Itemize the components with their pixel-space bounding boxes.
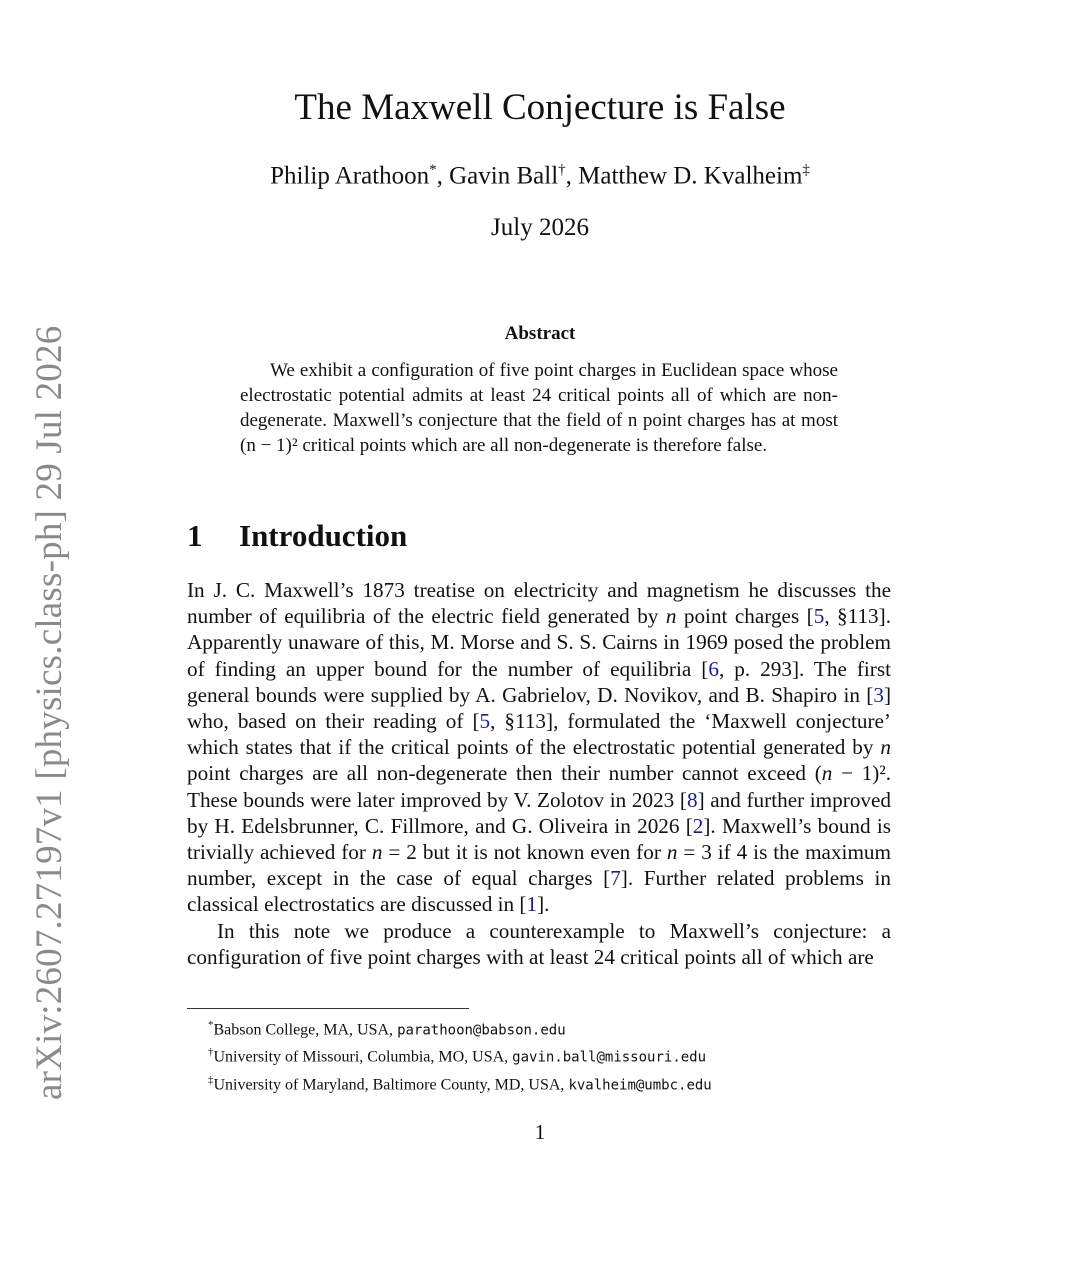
text-run: ]. Maxwell’s bound is trivially achieved for bbox=[187, 813, 891, 865]
abstract-heading: Abstract bbox=[504, 323, 576, 344]
citation-link[interactable]: 8 bbox=[686, 787, 698, 812]
math-var: n bbox=[880, 735, 891, 760]
citation-link[interactable]: 5 bbox=[479, 709, 491, 734]
text-run: ]. bbox=[537, 892, 550, 917]
math-var: n bbox=[371, 840, 383, 865]
page-number: 1 bbox=[534, 1120, 546, 1144]
citation-link[interactable]: 1 bbox=[526, 892, 538, 917]
math-var: n bbox=[665, 604, 677, 629]
footnote-mark: † bbox=[208, 1046, 214, 1059]
text-run: [ bbox=[472, 709, 480, 734]
footnote-affiliation: University of Missouri, Columbia, MO, USA, bbox=[213, 1048, 513, 1066]
citation-link[interactable]: 2 bbox=[692, 813, 704, 838]
introduction-body bbox=[187, 577, 891, 970]
footnote-mark: ‡ bbox=[208, 1073, 214, 1086]
footnote-rule bbox=[187, 1008, 469, 1009]
citation-link[interactable]: 5 bbox=[813, 604, 825, 629]
text-run: point charges bbox=[676, 604, 807, 629]
footnote bbox=[208, 1014, 712, 1041]
footnote-mark: * bbox=[208, 1019, 214, 1031]
text-run: [ bbox=[519, 892, 527, 917]
citation-link[interactable]: 6 bbox=[708, 656, 719, 681]
paper-title: The Maxwell Conjecture is False bbox=[294, 87, 786, 128]
text-run: − 1)². These bounds were later improved by V. Zolotov in 2023 bbox=[187, 761, 892, 812]
text-run: In J. C. Maxwell’s 1873 treatise on electricity and magnetism he discusses the number of equilibria of the electric field generated by bbox=[187, 578, 891, 629]
intro-paragraph-1 bbox=[187, 577, 891, 918]
author-list: Philip Arathoon*, Gavin Ball†, Matthew D. Kvalheim‡ bbox=[270, 162, 810, 190]
author-name: Gavin Ball bbox=[449, 162, 559, 190]
email-address[interactable]: kvalheim@umbc.edu bbox=[568, 1076, 712, 1093]
text-run: [ bbox=[603, 866, 611, 891]
email-address[interactable]: gavin.ball@missouri.edu bbox=[512, 1049, 707, 1066]
section-heading bbox=[187, 518, 407, 554]
footnote bbox=[208, 1041, 712, 1068]
text-run: ]. Further related problems in classical electrostatics are discussed in bbox=[187, 866, 891, 917]
math-var: n bbox=[821, 761, 833, 786]
email-address[interactable]: parathoon@babson.edu bbox=[397, 1022, 566, 1039]
author-mark: † bbox=[558, 162, 566, 178]
text-run: [ bbox=[685, 813, 693, 838]
text-run: , p. 293]. The first general bounds were supplied by A. Gabrielov, D. Novikov, and B. Shapiro in bbox=[187, 656, 891, 707]
section-number: 1 bbox=[187, 518, 203, 553]
arxiv-identifier: arXiv:2607.27197v1 [physics.class-ph] 29 Jul 2026 bbox=[29, 325, 70, 1100]
text-run: point charges are all non-degenerate then their number cannot exceed ( bbox=[187, 761, 822, 786]
math-var: n bbox=[666, 840, 678, 865]
citation-link[interactable]: 3 bbox=[873, 682, 884, 707]
text-run: , §113]. Apparently unaware of this, M. Morse and S. S. Cairns in 1969 posed the problem of finding an upper bound for the number of equilibria bbox=[187, 604, 891, 681]
text-run: = 3 if 4 is the maximum number, except in the case of equal charges bbox=[187, 840, 891, 891]
text-run: [ bbox=[679, 787, 687, 812]
footnote bbox=[208, 1069, 712, 1096]
text-run: , §113], formulated the ‘Maxwell conjecture’ which states that if the critical points of the electrostatic potential generated by bbox=[187, 709, 891, 760]
footnote-affiliation: University of Maryland, Baltimore County, MD, USA, bbox=[213, 1075, 569, 1093]
text-run: ] who, based on their reading of bbox=[187, 682, 891, 734]
citation-link[interactable]: 7 bbox=[610, 866, 621, 891]
paper-date: July 2026 bbox=[491, 214, 589, 241]
author-name: Matthew D. Kvalheim bbox=[578, 162, 803, 190]
footnotes bbox=[208, 1014, 712, 1096]
text-run: [ bbox=[866, 682, 874, 707]
text-run: ] and further improved by H. Edelsbrunner, C. Fillmore, and G. Oliveira in 2026 bbox=[187, 787, 891, 838]
footnote-affiliation: Babson College, MA, USA, bbox=[213, 1021, 398, 1039]
author-mark: ‡ bbox=[802, 162, 810, 178]
abstract-text: We exhibit a configuration of five point charges in Euclidean space whose electrostatic potential admits at least 24 critical points all of which are non-degenerate. Maxwell’s conjecture that the field of n point charges has at most (n − 1)² critical points which are all non-degenerate is therefore false. bbox=[240, 360, 838, 456]
author-name: Philip Arathoon bbox=[270, 162, 430, 190]
text-run: [ bbox=[806, 604, 814, 629]
intro-paragraph-2: In this note we produce a counterexample to Maxwell’s conjecture: a configuration of five point charges with at least 24 critical points all of which are bbox=[187, 918, 891, 969]
section-title: Introduction bbox=[239, 518, 408, 553]
text-run: [ bbox=[701, 656, 709, 681]
text-run: = 2 but it is not known even for bbox=[382, 840, 667, 865]
author-mark: * bbox=[429, 162, 437, 178]
